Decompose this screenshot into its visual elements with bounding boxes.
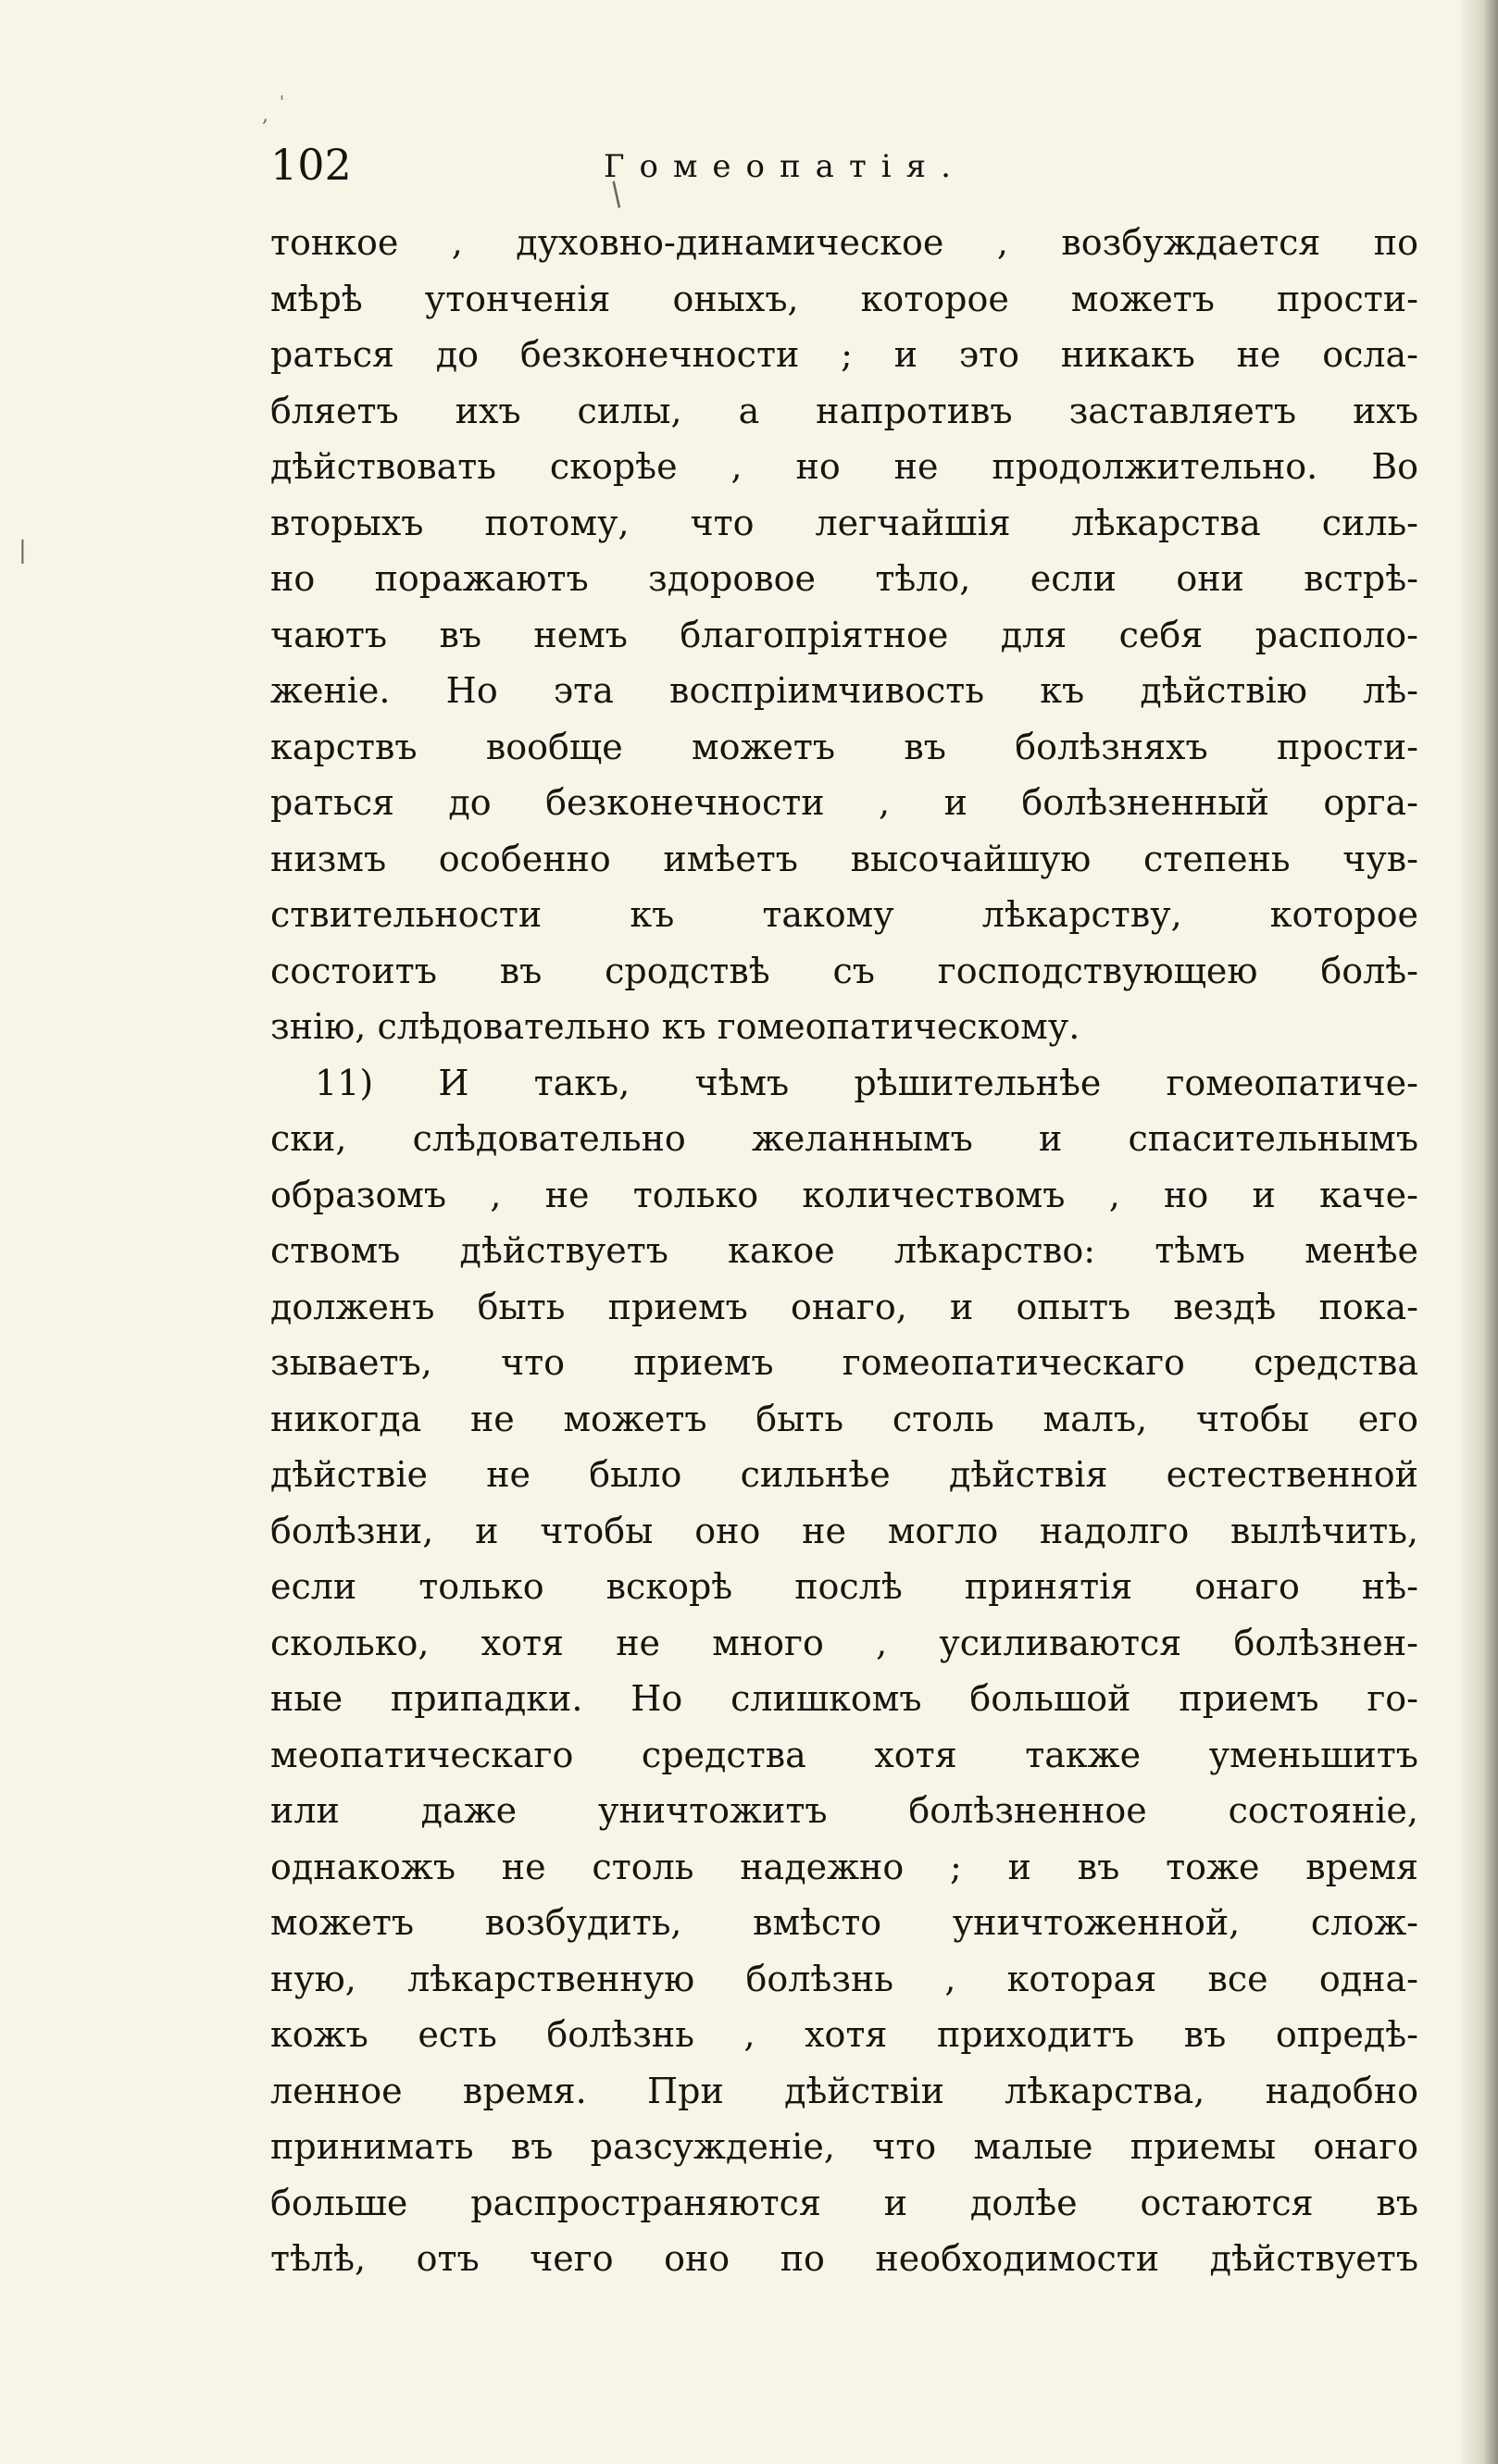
text-line: вторыхъ потому, что легчайшія лѣкарства силь- — [270, 502, 1418, 543]
text-line: знію, слѣдовательно къ гомеопатическому. — [270, 1006, 1080, 1047]
text-line: тѣлѣ, отъ чего оно по необходимости дѣйствуетъ — [270, 2238, 1418, 2279]
text-line: тонкое , духовно-динамическое , возбуждается по — [270, 222, 1418, 263]
stray-pen-mark: / — [602, 175, 630, 214]
text-line: больше распространяются и долѣе остаются въ — [270, 2182, 1418, 2223]
text-line: ски, слѣдовательно желаннымъ и спасительнымъ — [270, 1118, 1418, 1159]
text-line: долженъ быть приемъ онаго, и опытъ вездѣ пока- — [270, 1286, 1418, 1327]
text-line: дѣйствовать скорѣе , но не продолжительно. Во — [270, 446, 1418, 487]
text-line: ствительности къ такому лѣкарству, которое — [270, 894, 1418, 935]
text-line: зываетъ, что приемъ гомеопатическаго средства — [270, 1342, 1418, 1383]
text-line: можетъ возбудить, вмѣсто уничтоженной, слож- — [270, 1902, 1418, 1943]
text-line: принимать въ разсужденіе, что малые приемы онаго — [270, 2126, 1418, 2167]
text-line: ленное время. При дѣйствіи лѣкарства, надобно — [270, 2070, 1418, 2111]
running-header — [270, 137, 1418, 202]
stray-pen-mark: , — [262, 104, 268, 127]
text-line: однакожъ не столь надежно ; и въ тоже время — [270, 1846, 1418, 1887]
text-line: низмъ особенно имѣетъ высочайшую степень чув- — [270, 838, 1418, 879]
text-line: никогда не можетъ быть столь малъ, чтобы его — [270, 1398, 1418, 1439]
body-text — [270, 215, 1418, 2287]
stray-pen-mark: ' — [280, 93, 284, 112]
text-line: но поражаютъ здоровое тѣло, если они встрѣ- — [270, 558, 1418, 599]
text-line: ствомъ дѣйствуетъ какое лѣкарство: тѣмъ менѣе — [270, 1230, 1418, 1271]
text-line: раться до безконечности ; и это никакъ не осла- — [270, 334, 1418, 375]
text-line: женіе. Но эта воспріимчивость къ дѣйствію лѣ- — [270, 670, 1418, 711]
page-edge-shadow — [1461, 0, 1498, 2464]
text-line: ные припадки. Но слишкомъ большой приемъ го- — [270, 1678, 1418, 1719]
text-line: если только вскорѣ послѣ принятія онаго нѣ- — [270, 1566, 1418, 1607]
text-line: кожъ есть болѣзнь , хотя приходитъ въ опредѣ- — [270, 2014, 1418, 2055]
text-line: бляетъ ихъ силы, а напротивъ заставляетъ ихъ — [270, 390, 1418, 431]
paragraph-start-line: 11) И такъ, чѣмъ рѣшительнѣе гомеопатиче- — [315, 1062, 1418, 1103]
text-line: состоитъ въ сродствѣ съ господствующею болѣ- — [270, 950, 1418, 991]
text-line: сколько, хотя не много , усиливаются болѣзнен- — [270, 1622, 1418, 1663]
running-title: Гомеопатія. — [604, 148, 966, 185]
text-line: карствъ вообще можетъ въ болѣзняхъ прости- — [270, 726, 1418, 767]
text-line: образомъ , не только количествомъ , но и каче- — [270, 1174, 1418, 1215]
text-line: или даже уничтожитъ болѣзненное состояніе, — [270, 1790, 1418, 1831]
text-line: чаютъ въ немъ благопріятное для себя располо- — [270, 614, 1418, 655]
margin-mark: | — [19, 537, 27, 565]
text-line: мѣрѣ утонченія оныхъ, которое можетъ прости- — [270, 278, 1418, 319]
text-line: меопатическаго средства хотя также уменьшитъ — [270, 1734, 1418, 1775]
text-line: болѣзни, и чтобы оно не могло надолго вылѣчить, — [270, 1510, 1418, 1551]
text-line: дѣйствіе не было сильнѣе дѣйствія естественной — [270, 1454, 1418, 1495]
text-line: раться до безконечности , и болѣзненный орга- — [270, 782, 1418, 823]
page-number: 102 — [270, 140, 352, 190]
text-line: ную, лѣкарственную болѣзнь , которая все одна- — [270, 1958, 1418, 1999]
